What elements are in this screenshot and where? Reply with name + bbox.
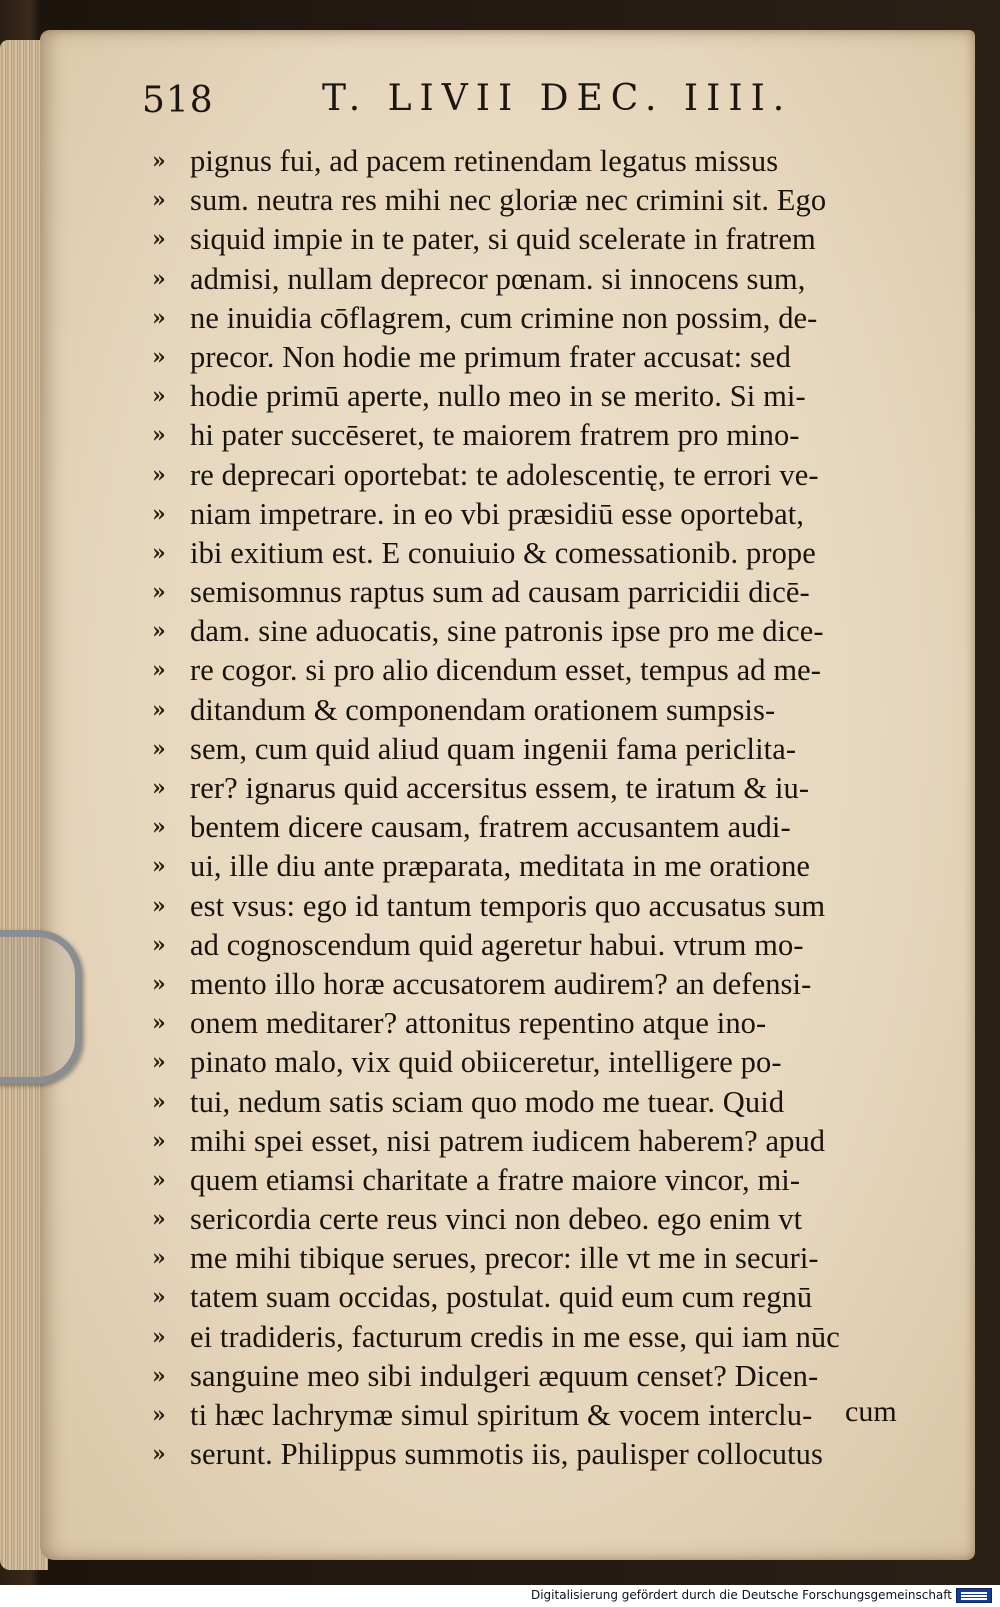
quotation-mark: » (152, 265, 163, 292)
line-text: ibi exitium est. E conuiuio & comessationib. prope (190, 535, 816, 570)
page-header (142, 70, 842, 130)
quotation-mark: » (152, 304, 163, 331)
page-number: 518 (142, 80, 214, 121)
text-line (152, 1396, 912, 1435)
text-line (152, 651, 912, 690)
quotation-mark: » (152, 1362, 163, 1389)
line-text: mihi spei esset, nisi patrem iudicem haberem? apud (190, 1123, 826, 1158)
quotation-mark: » (152, 1284, 163, 1311)
line-text: hi pater succēseret, te maiorem fratrem pro mino- (190, 418, 800, 453)
text-line (152, 1239, 912, 1278)
line-text: sanguine meo sibi indulgeri æquum censet? Dicen- (190, 1358, 819, 1393)
line-text: pinato malo, vix quid obiiceretur, intelligere po- (190, 1045, 782, 1080)
line-text: mento illo horæ accusatorem audirem? an defensi- (190, 966, 812, 1001)
quotation-mark: » (152, 892, 163, 919)
funding-credit: Digitalisierung gefördert durch die Deutsche Forschungsgemeinschaft (530, 1588, 952, 1602)
text-line (152, 1161, 912, 1200)
line-text: re deprecari oportebat: te adolescentię, te errori ve- (190, 457, 819, 492)
line-text: ad cognoscendum quid ageretur habui. vtrum mo- (190, 927, 804, 962)
quotation-mark: » (152, 814, 163, 841)
line-text: onem meditarer? attonitus repentino atque ino- (190, 1006, 767, 1041)
line-text: precor. Non hodie me primum frater accusat: sed (190, 339, 791, 374)
text-line (152, 1122, 912, 1161)
text-line (152, 495, 912, 534)
text-line (152, 730, 912, 769)
line-text: ditandum & componendam orationem sumpsis- (190, 692, 776, 727)
text-line (152, 1318, 912, 1357)
quotation-mark: » (152, 853, 163, 880)
quotation-mark: » (152, 500, 163, 527)
line-text: re cogor. si pro alio dicendum esset, tempus ad me- (190, 653, 822, 688)
quotation-mark: » (152, 1088, 163, 1115)
quotation-mark: » (152, 539, 163, 566)
text-line (152, 220, 912, 259)
text-line (152, 377, 912, 416)
quotation-mark: » (152, 343, 163, 370)
quotation-mark: » (152, 461, 163, 488)
line-text: hodie primū aperte, nullo meo in se merito. Si mi- (190, 379, 806, 414)
text-block (152, 142, 912, 1474)
text-line (152, 847, 912, 886)
quotation-mark: » (152, 657, 163, 684)
quotation-mark: » (152, 148, 163, 174)
line-text: niam impetrare. in eo vbi præsidiū esse oportebat, (190, 496, 805, 531)
quotation-mark: » (152, 226, 163, 253)
text-line (152, 965, 912, 1004)
line-text: admisi, nullam deprecor pœnam. si innocens sum, (190, 261, 806, 296)
text-line (152, 1278, 912, 1317)
text-line (152, 1357, 912, 1396)
text-line (152, 926, 912, 965)
text-line (152, 142, 912, 181)
line-text: ei tradideris, facturum credis in me esse, qui iam nūc (190, 1319, 840, 1354)
quotation-mark: » (152, 1402, 163, 1428)
quotation-mark: » (152, 1166, 163, 1193)
line-text: serunt. Philippus summotis iis, paulisper collocutus (190, 1437, 823, 1472)
text-line (152, 1043, 912, 1082)
line-text: tatem suam occidas, postulat. quid eum cum regnū (190, 1280, 813, 1315)
text-line (152, 1083, 912, 1122)
text-line (152, 416, 912, 455)
line-text: semisomnus raptus sum ad causam parricidii dicē- (190, 575, 810, 610)
dfg-logo-icon (956, 1588, 992, 1603)
digitization-footer (0, 1585, 1000, 1607)
catchword: cum (845, 1395, 897, 1428)
text-line (152, 181, 912, 220)
quotation-mark: » (152, 1441, 163, 1468)
quotation-mark: » (152, 735, 163, 762)
quotation-mark: » (152, 1206, 163, 1233)
quotation-mark: » (152, 1245, 163, 1272)
text-line (152, 612, 912, 651)
text-line (152, 1200, 912, 1239)
text-line (152, 1435, 912, 1474)
quotation-mark: » (152, 383, 163, 410)
text-line (152, 691, 912, 730)
quotation-mark: » (152, 696, 163, 723)
quotation-mark: » (152, 1049, 163, 1076)
line-text: rer? ignarus quid accersitus essem, te iratum & iu- (190, 771, 810, 805)
line-text: sericordia certe reus vinci non debeo. ego enim vt (190, 1202, 803, 1237)
text-line (152, 260, 912, 299)
line-text: sem, cum quid aliud quam ingenii fama periclita- (190, 731, 797, 766)
quotation-mark: » (152, 579, 163, 606)
text-line (152, 299, 912, 338)
quotation-mark: » (152, 1127, 163, 1154)
line-text: pignus fui, ad pacem retinendam legatus missus (190, 144, 779, 178)
quotation-mark: » (152, 1010, 163, 1037)
quotation-mark: » (152, 970, 163, 997)
clasp-icon (0, 930, 82, 1084)
quotation-mark: » (152, 422, 163, 449)
text-line (152, 573, 912, 612)
line-text: quem etiamsi charitate a fratre maiore vincor, mi- (190, 1162, 801, 1197)
line-text: est vsus: ego id tantum temporis quo accusatus sum (190, 888, 826, 923)
line-text: siquid impie in te pater, si quid scelerate in fratrem (190, 222, 816, 257)
line-text: ui, ille diu ante præparata, meditata in me oratione (190, 849, 811, 884)
text-line (152, 887, 912, 926)
text-line (152, 1004, 912, 1043)
line-text: dam. sine aduocatis, sine patronis ipse pro me dice- (190, 614, 824, 649)
text-line (152, 808, 912, 847)
text-line (152, 338, 912, 377)
line-text: ti hæc lachrymæ simul spiritum & vocem interclu- (190, 1398, 813, 1432)
running-head: T. LIVII DEC. IIII. (322, 78, 793, 119)
line-text: tui, nedum satis sciam quo modo me tuear. Quid (190, 1084, 785, 1119)
quotation-mark: » (152, 618, 163, 645)
quotation-mark: » (152, 1323, 163, 1350)
text-line (152, 456, 912, 495)
quotation-mark: » (152, 775, 163, 801)
text-line (152, 534, 912, 573)
line-text: ne inuidia cōflagrem, cum crimine non possim, de- (190, 300, 818, 335)
line-text: me mihi tibique serues, precor: ille vt me in securi- (190, 1241, 819, 1276)
quotation-mark: » (152, 931, 163, 958)
quotation-mark: » (152, 187, 163, 214)
line-text: bentem dicere causam, fratrem accusantem audi- (190, 810, 791, 845)
text-line (152, 769, 912, 808)
line-text: sum. neutra res mihi nec gloriæ nec crimini sit. Ego (190, 183, 827, 218)
